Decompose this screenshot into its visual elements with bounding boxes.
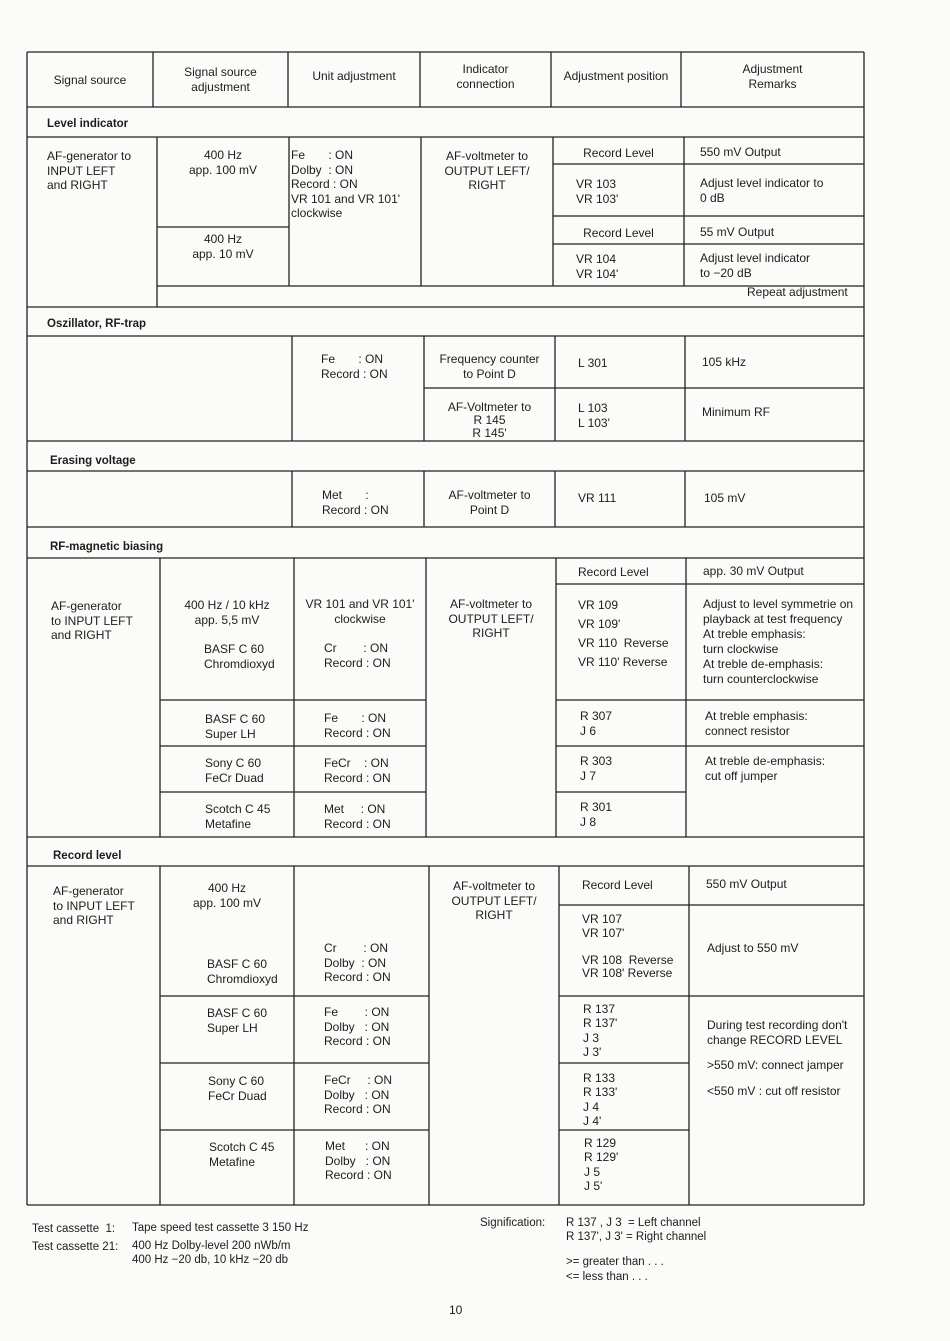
level-indicator-signal-source: AF-generator to INPUT LEFT and RIGHT bbox=[47, 149, 132, 192]
rf-biasing-unit-met: Met : ON Record : ON bbox=[324, 802, 391, 831]
record-level-adjustment: 400 Hz app. 100 mV bbox=[192, 881, 262, 910]
level-indicator-adjustment-10mv: 400 Hz app. 10 mV bbox=[192, 232, 254, 261]
level-indicator-remark-550mv: 550 mV Output bbox=[700, 145, 781, 159]
page-number: 10 bbox=[449, 1303, 463, 1317]
record-level-unit-fecr: FeCr : ON Dolby : ON Record : ON bbox=[324, 1073, 393, 1116]
section-title-record-level: Record level bbox=[53, 850, 122, 862]
record-level-remark-dont-change: During test recording don't change RECORD LEVEL bbox=[707, 1018, 848, 1047]
record-level-unit-met: Met : ON Dolby : ON Record : ON bbox=[325, 1139, 392, 1182]
level-indicator-position-record-level-1: Record Level bbox=[583, 146, 654, 160]
oscillator-position-l103: L 103 L 103' bbox=[578, 401, 610, 430]
record-level-position-r137: R 137 R 137' J 3 J 3' bbox=[583, 1002, 618, 1059]
rf-biasing-unit-clockwise: VR 101 and VR 101' clockwise bbox=[305, 597, 415, 626]
rf-biasing-remark-level-symmetrie: Adjust to level symmetrie on playback at test frequency At treble emphasis: turn clockwise At treble de-emphasis: turn counterclockwise bbox=[703, 597, 854, 686]
erasing-remark-105mv: 105 mV bbox=[704, 491, 746, 505]
rf-biasing-position-vr109-vr110: VR 109 VR 109' VR 110 Reverse VR 110' Reverse bbox=[578, 598, 669, 669]
section-title-rf-biasing: RF-magnetic biasing bbox=[50, 541, 164, 553]
footer-less-than-note: <= less than . . . bbox=[566, 1271, 648, 1283]
rf-biasing-position-r301: R 301 J 8 bbox=[580, 800, 613, 829]
footer-test-cassette-21-text: 400 Hz Dolby-level 200 nWb/m 400 Hz −20 db, 10 kHz −20 db bbox=[132, 1240, 291, 1266]
level-indicator-position-record-level-2: Record Level bbox=[583, 226, 654, 240]
footer-test-cassette-1-label: Test cassette 1: bbox=[32, 1223, 116, 1235]
record-level-cassette-basf-chromdioxyd: BASF C 60 Chromdioxyd bbox=[207, 957, 278, 986]
rf-biasing-connection: AF-voltmeter to OUTPUT LEFT/ RIGHT bbox=[448, 597, 534, 640]
rf-biasing-cassette-basf-super-lh: BASF C 60 Super LH bbox=[205, 712, 266, 741]
record-level-remark-550mv: 550 mV Output bbox=[706, 877, 787, 891]
oscillator-remark-105khz: 105 kHz bbox=[702, 355, 747, 369]
footer-greater-than-note: >= greater than . . . bbox=[566, 1256, 664, 1268]
footer-test-cassette-1-text: Tape speed test cassette 3 150 Hz bbox=[132, 1222, 309, 1234]
rf-biasing-cassette-basf-chromdioxyd: BASF C 60 Chromdioxyd bbox=[204, 642, 275, 671]
record-level-connection: AF-voltmeter to OUTPUT LEFT/ RIGHT bbox=[451, 879, 537, 922]
oscillator-connection-frequency-counter: Frequency counter to Point D bbox=[439, 352, 540, 381]
oscillator-remark-minimum-rf: Minimum RF bbox=[702, 405, 770, 419]
level-indicator-remark-minus20db: Adjust level indicator to −20 dB bbox=[700, 251, 811, 280]
oscillator-connection-af-voltmeter: AF-Voltmeter to R 145 R 145' bbox=[447, 400, 532, 440]
oscillator-unit-adjustment: Fe : ON Record : ON bbox=[321, 352, 388, 381]
rf-biasing-unit-cr: Cr : ON Record : ON bbox=[324, 641, 391, 670]
record-level-cassette-scotch-metafine: Scotch C 45 Metafine bbox=[209, 1140, 275, 1169]
header-unit-adjustment: Unit adjustment bbox=[312, 69, 396, 83]
rf-biasing-unit-fe: Fe : ON Record : ON bbox=[324, 711, 391, 740]
record-level-cassette-basf-super-lh: BASF C 60 Super LH bbox=[207, 1006, 268, 1035]
header-adjustment-remarks: Adjustment Remarks bbox=[742, 62, 803, 91]
footer-test-cassette-21-label: Test cassette 21: bbox=[32, 1241, 119, 1253]
record-level-position-r129: R 129 R 129' J 5 J 5' bbox=[584, 1136, 619, 1193]
level-indicator-connection: AF-voltmeter to OUTPUT LEFT/ RIGHT bbox=[444, 149, 530, 192]
rf-biasing-remark-30mv: app. 30 mV Output bbox=[703, 564, 804, 578]
level-indicator-remark-55mv: 55 mV Output bbox=[700, 225, 775, 239]
rf-biasing-remark-connect-resistor: At treble emphasis: connect resistor bbox=[705, 709, 808, 738]
record-level-position-r133: R 133 R 133' J 4 J 4' bbox=[583, 1071, 618, 1128]
level-indicator-remark-0db: Adjust level indicator to 0 dB bbox=[700, 176, 824, 205]
record-level-signal-source: AF-generator to INPUT LEFT and RIGHT bbox=[53, 884, 135, 927]
rf-biasing-position-r303: R 303 J 7 bbox=[580, 754, 613, 783]
rf-biasing-unit-fecr: FeCr : ON Record : ON bbox=[324, 756, 391, 785]
record-level-position-vr107-vr108: VR 107 VR 107' VR 108 Reverse VR 108' Reverse bbox=[582, 912, 674, 980]
level-indicator-position-vr104: VR 104 VR 104' bbox=[576, 252, 619, 281]
record-level-remark-adjust-550mv: Adjust to 550 mV bbox=[707, 941, 799, 955]
record-level-remark-cut-off-resistor: <550 mV : cut off resistor bbox=[707, 1084, 841, 1098]
section-title-erasing-voltage: Erasing voltage bbox=[50, 455, 136, 467]
level-indicator-repeat-adjustment: Repeat adjustment bbox=[747, 285, 848, 299]
section-title-level-indicator: Level indicator bbox=[47, 118, 129, 130]
rf-biasing-cassette-sony-fecr: Sony C 60 FeCr Duad bbox=[205, 756, 264, 785]
section-title-oscillator: Oszillator, RF-trap bbox=[47, 318, 147, 330]
record-level-unit-cr: Cr : ON Dolby : ON Record : ON bbox=[324, 941, 391, 984]
level-indicator-unit-adjustment: Fe : ON Dolby : ON Record : ON VR 101 and VR 101' clockwise bbox=[291, 148, 401, 220]
record-level-position-record-level: Record Level bbox=[582, 878, 653, 892]
record-level-remark-connect-jamper: >550 mV: connect jamper bbox=[707, 1058, 844, 1072]
level-indicator-position-vr103: VR 103 VR 103' bbox=[576, 177, 619, 206]
erasing-unit-adjustment: Met : Record : ON bbox=[322, 488, 389, 517]
rf-biasing-signal-source: AF-generator to INPUT LEFT and RIGHT bbox=[51, 599, 133, 642]
erasing-connection: AF-voltmeter to Point D bbox=[448, 488, 531, 517]
rf-biasing-remark-cut-off-jumper: At treble de-emphasis: cut off jumper bbox=[705, 754, 826, 783]
rf-biasing-position-record-level: Record Level bbox=[578, 565, 649, 579]
record-level-cassette-sony-fecr: Sony C 60 FeCr Duad bbox=[208, 1074, 267, 1103]
level-indicator-adjustment-100mv: 400 Hz app. 100 mV bbox=[188, 148, 258, 177]
header-signal-source: Signal source bbox=[53, 73, 127, 87]
record-level-unit-fe: Fe : ON Dolby : ON Record : ON bbox=[324, 1005, 391, 1048]
rf-biasing-cassette-scotch-metafine: Scotch C 45 Metafine bbox=[205, 802, 271, 831]
erasing-position-vr111: VR 111 bbox=[578, 491, 617, 505]
rf-biasing-adjustment-frequency: 400 Hz / 10 kHz app. 5,5 mV bbox=[184, 598, 270, 627]
header-indicator-connection: Indicator connection bbox=[456, 62, 515, 91]
footer-signification-text: R 137 , J 3 = Left channel R 137', J 3' = Right channel bbox=[566, 1217, 707, 1243]
rf-biasing-position-r307: R 307 J 6 bbox=[580, 709, 613, 738]
header-adjustment-position: Adjustment position bbox=[563, 69, 669, 83]
footer-signification-label: Signification: bbox=[480, 1217, 546, 1229]
oscillator-position-l301: L 301 bbox=[578, 356, 608, 370]
header-signal-source-adjustment: Signal source adjustment bbox=[184, 65, 257, 94]
